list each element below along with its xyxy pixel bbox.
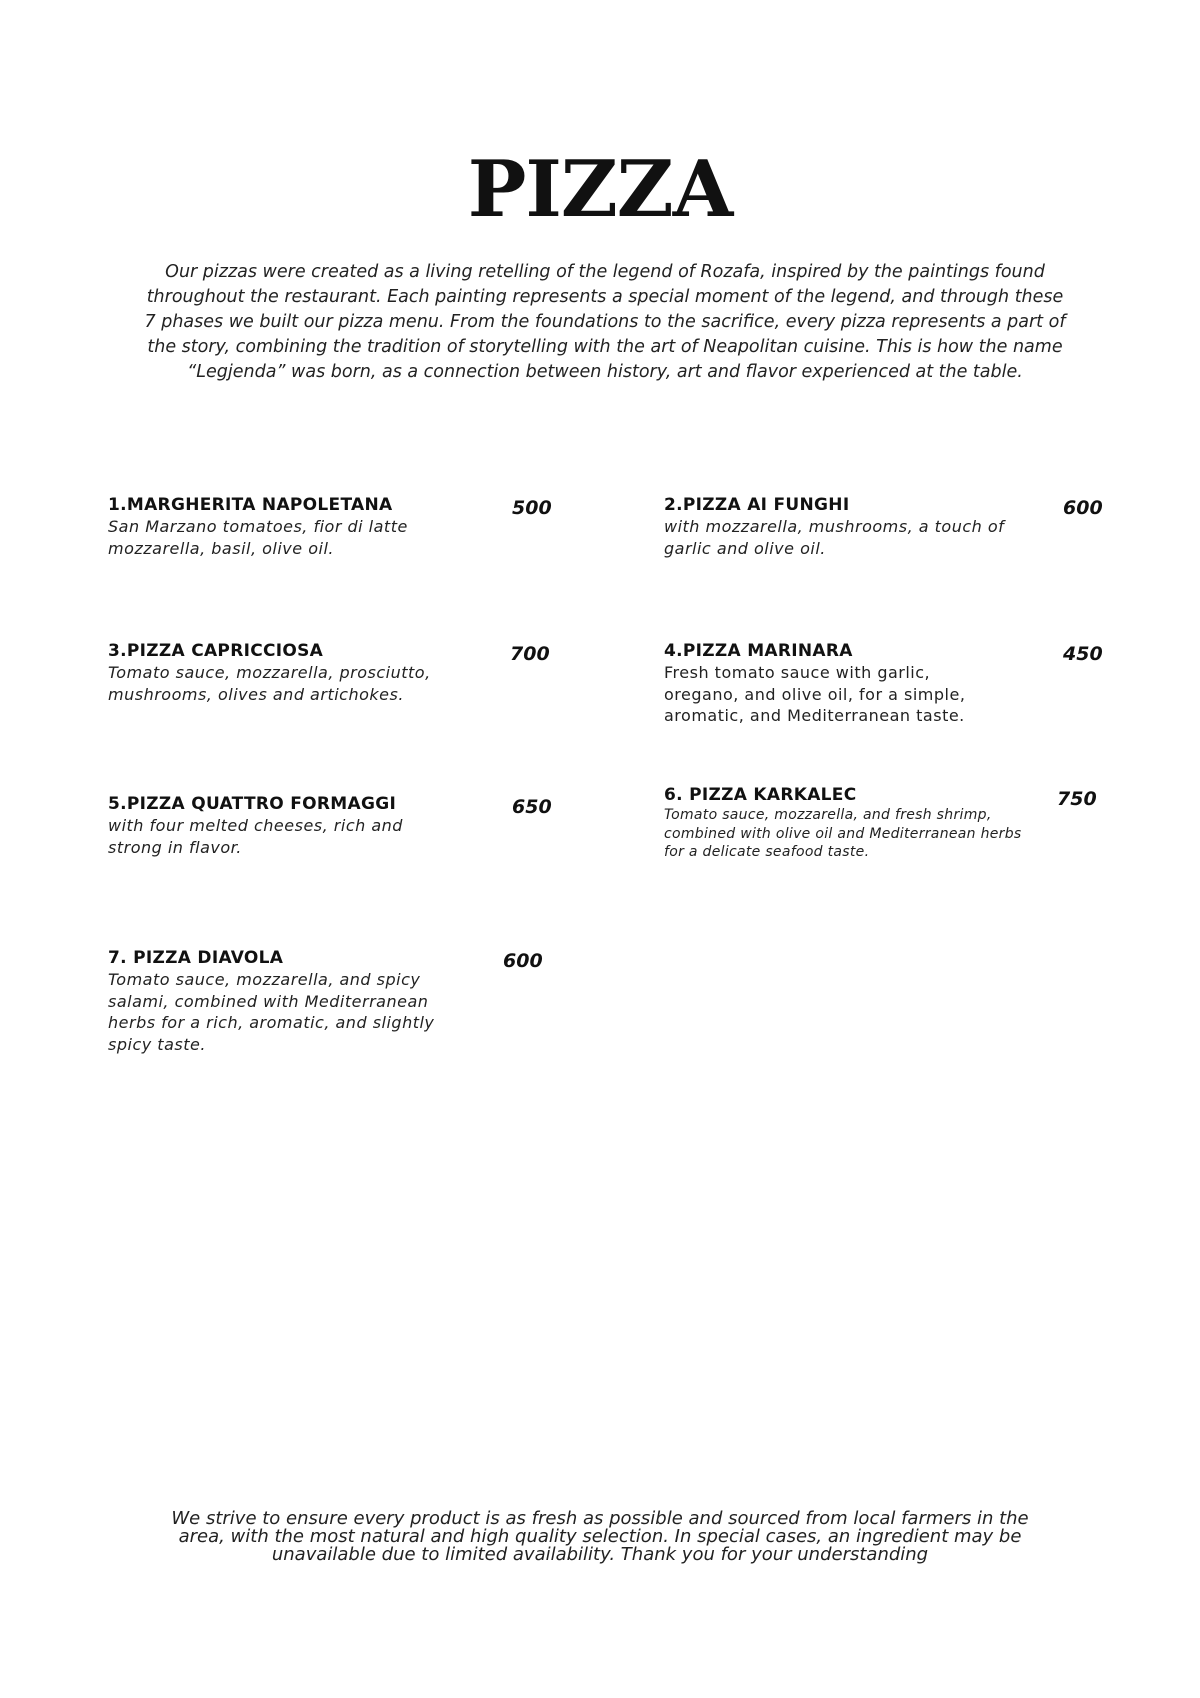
menu-item-pizza-marinara <box>664 640 1009 727</box>
menu-item-pizza-karkalec <box>664 784 1034 862</box>
menu-item-description: with four melted cheeses, rich and strong in flavor. <box>108 816 403 857</box>
menu-item-pizza-ai-funghi <box>664 494 1024 559</box>
menu-item-description: Tomato sauce, mozzarella, prosciutto, mushrooms, olives and artichokes. <box>108 663 431 704</box>
page-title: PIZZA <box>467 144 733 235</box>
menu-item-name: 5.PIZZA QUATTRO FORMAGGI <box>108 794 397 814</box>
intro-paragraph: Our pizzas were created as a living retelling of the legend of Rozafa, inspired by the paintings found throughout the restaurant. Each painting represents a special moment of the legend, and through these 7 phases we built our pizza menu. From the foundations to the sacrifice, every pizza represents a part of the story, combining the tradition of storytelling with the art of Neapolitan cuisine. This is how the name “Legjenda” was born, as a connection between history, art and flavor experienced at the table. <box>144 262 1066 382</box>
menu-item-description: with mozzarella, mushrooms, a touch of garlic and olive oil. <box>664 517 1005 558</box>
menu-item-price: 750 <box>1057 788 1097 810</box>
menu-item-price: 600 <box>1063 497 1103 519</box>
menu-item-pizza-quattro-formaggi <box>108 793 438 858</box>
menu-item-price: 450 <box>1063 643 1103 665</box>
menu-item-description: Fresh tomato sauce with garlic, oregano, and olive oil, for a simple, aromatic, and Mediterranean taste. <box>664 663 966 725</box>
menu-item-price: 600 <box>503 950 543 972</box>
menu-item-description: San Marzano tomatoes, fior di latte mozzarella, basil, olive oil. <box>108 517 408 558</box>
menu-item-pizza-capricciosa <box>108 640 468 705</box>
menu-item-name: 6. PIZZA KARKALEC <box>664 785 857 805</box>
menu-item-name: 1.MARGHERITA NAPOLETANA <box>108 495 393 515</box>
menu-item-price: 700 <box>510 643 550 665</box>
menu-item-margherita-napoletana <box>108 494 468 559</box>
menu-item-description: Tomato sauce, mozzarella, and fresh shrimp, combined with olive oil and Mediterranean herbs for a delicate seafood taste. <box>664 807 1022 860</box>
menu-item-pizza-diavola <box>108 947 468 1055</box>
menu-item-description: Tomato sauce, mozzarella, and spicy salami, combined with Mediterranean herbs for a rich, aromatic, and slightly spicy taste. <box>108 970 435 1054</box>
menu-item-price: 650 <box>512 796 552 818</box>
menu-item-price: 500 <box>512 497 552 519</box>
menu-item-name: 3.PIZZA CAPRICCIOSA <box>108 641 324 661</box>
menu-item-name: 7. PIZZA DIAVOLA <box>108 948 284 968</box>
footer-note: We strive to ensure every product is as fresh as possible and sourced from local farmers in the area, with the most natural and high quality selection. In special cases, an ingredient may be unavailable due to limited availability. Thank you for your understanding <box>171 1508 1029 1565</box>
menu-item-name: 2.PIZZA AI FUNGHI <box>664 495 850 515</box>
menu-item-name: 4.PIZZA MARINARA <box>664 641 853 661</box>
